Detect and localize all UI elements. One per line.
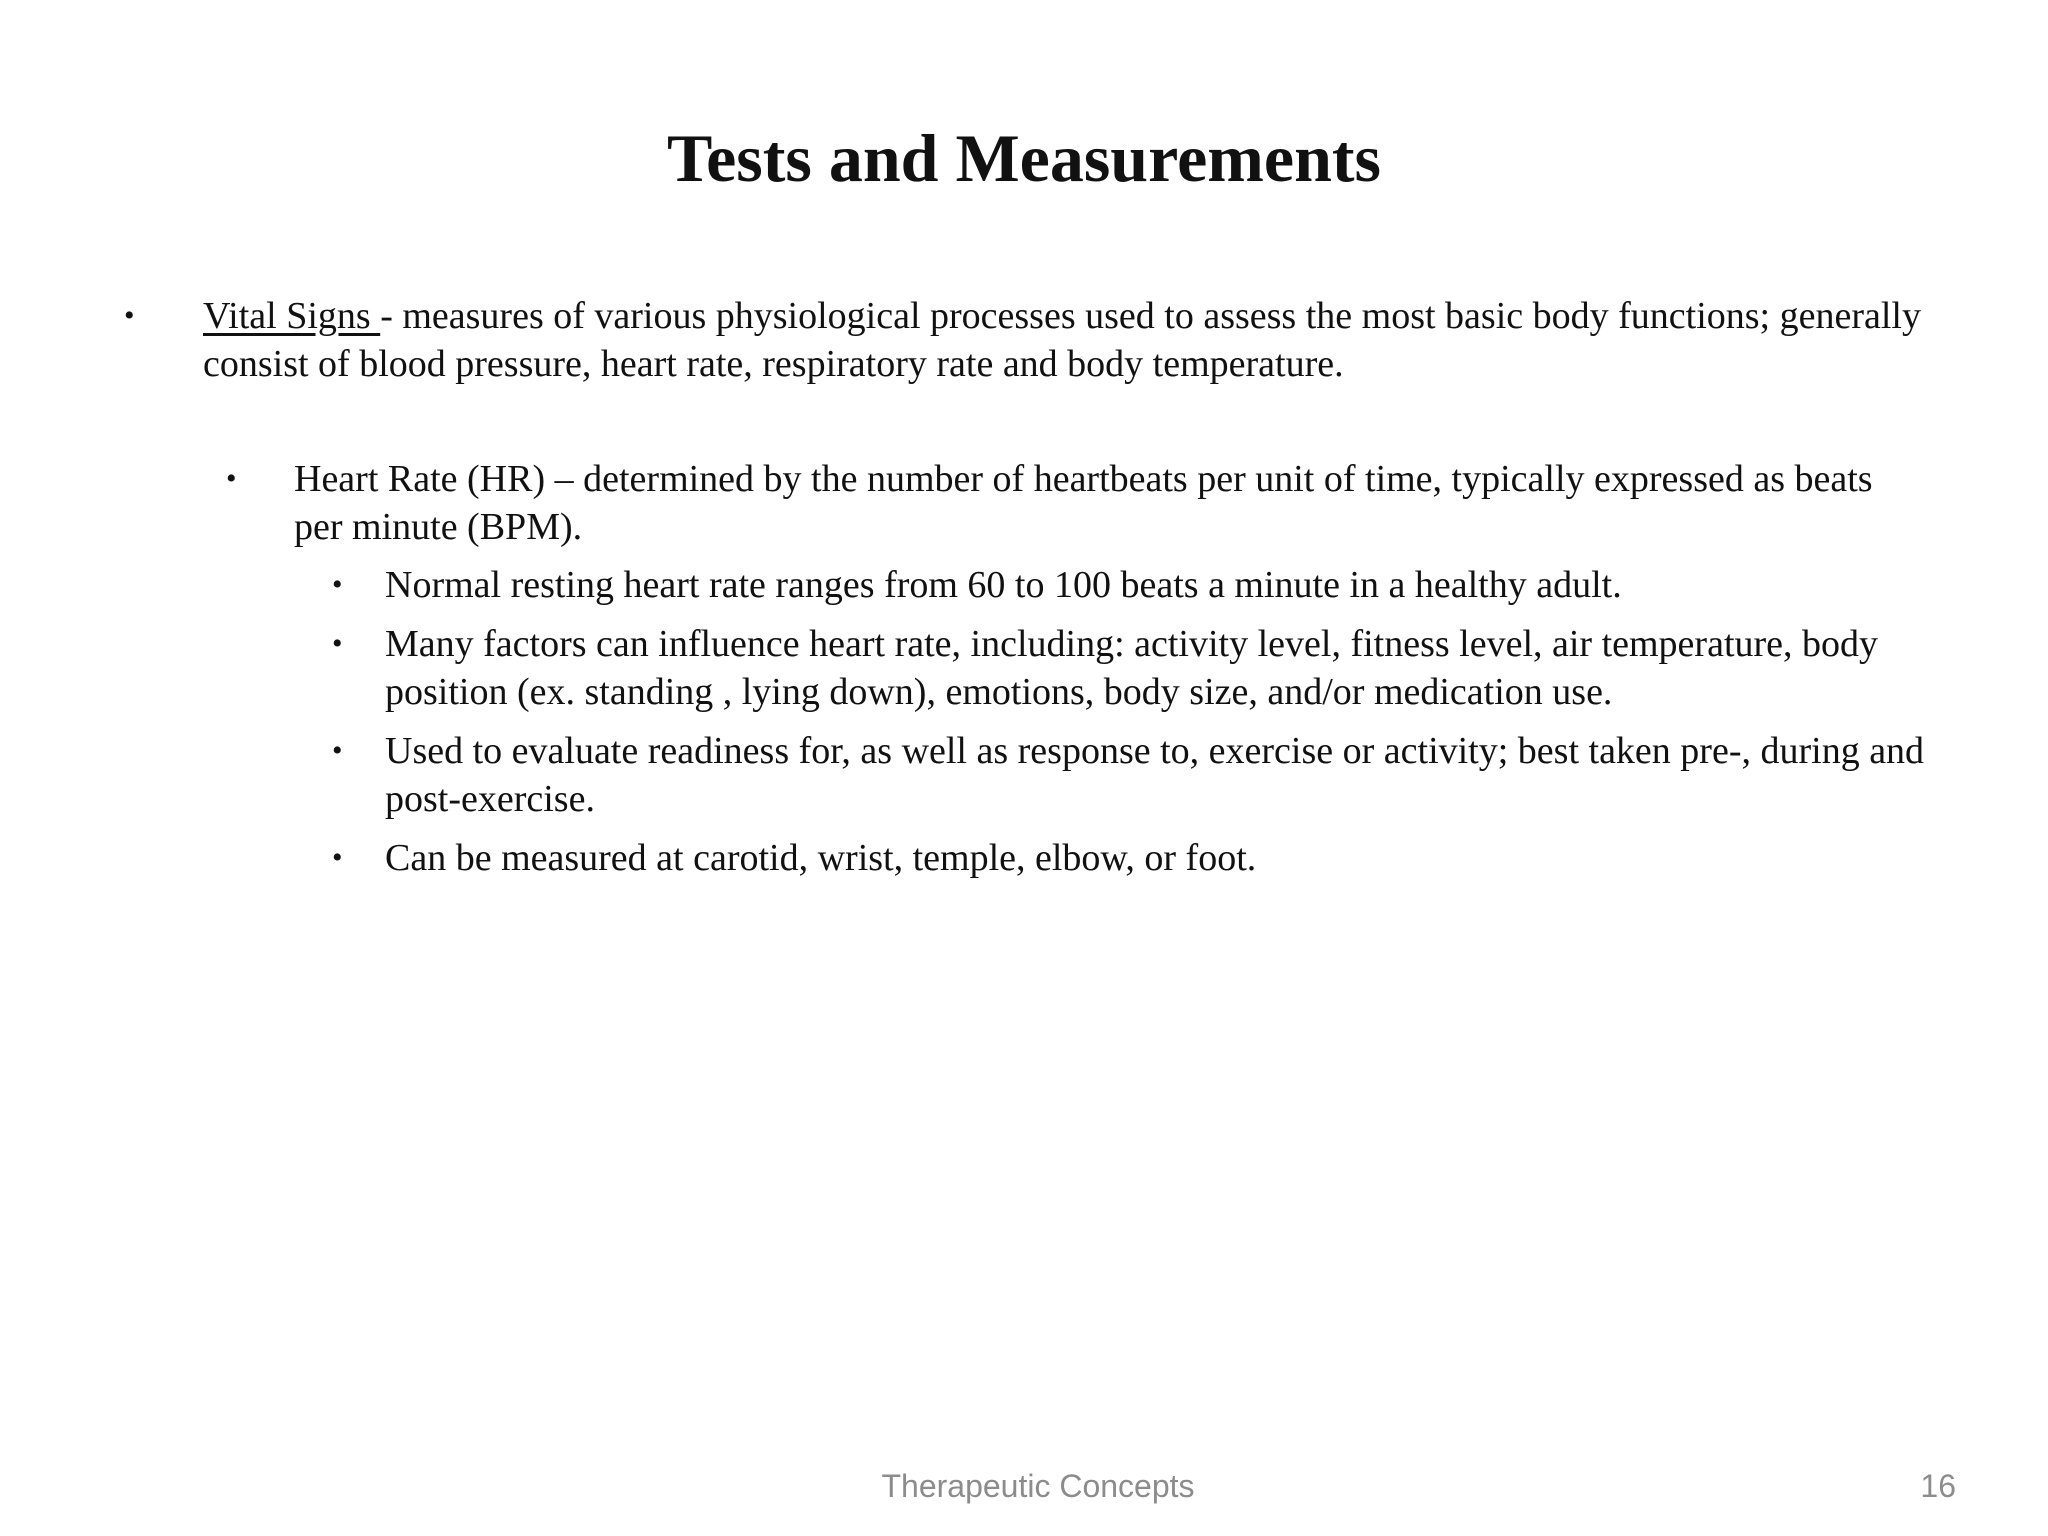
heart-rate-bullet: Heart Rate (HR) – determined by the number of heartbeats per unit of time, typically expressed as beats per minute (BPM). <box>294 458 1873 548</box>
page-number: 16 <box>1920 1468 1956 1504</box>
vital-signs-term: Vital Signs <box>203 295 381 337</box>
heart-rate-point: Used to evaluate readiness for, as well as response to, exercise or activity; best taken pre-, during and post-exercise. <box>385 730 1925 820</box>
heart-rate-point: Normal resting heart rate ranges from 60 to 100 beats a minute in a healthy adult. <box>385 564 1622 606</box>
bullet-marker: • <box>332 568 343 601</box>
heart-rate-point: Can be measured at carotid, wrist, temple, elbow, or foot. <box>385 837 1257 879</box>
bullet-marker: • <box>226 462 237 495</box>
vital-signs-definition: - measures of various physiological processes used to assess the most basic body functions; generally consist of blood pressure, heart rate, respiratory rate and body temperature. <box>203 295 1921 385</box>
vital-signs-bullet <box>203 292 1963 388</box>
slide-title: Tests and Measurements <box>666 120 1382 196</box>
bullet-marker: • <box>332 841 343 874</box>
bullet-marker: • <box>332 627 343 660</box>
heart-rate-point: Many factors can influence heart rate, including: activity level, fitness level, air temperature, body position (ex. standing , lying down), emotions, body size, and/or medication use. <box>385 623 1879 713</box>
bullet-marker: • <box>124 299 135 332</box>
footer-text: Therapeutic Concepts <box>881 1468 1195 1504</box>
bullet-marker: • <box>332 734 343 767</box>
